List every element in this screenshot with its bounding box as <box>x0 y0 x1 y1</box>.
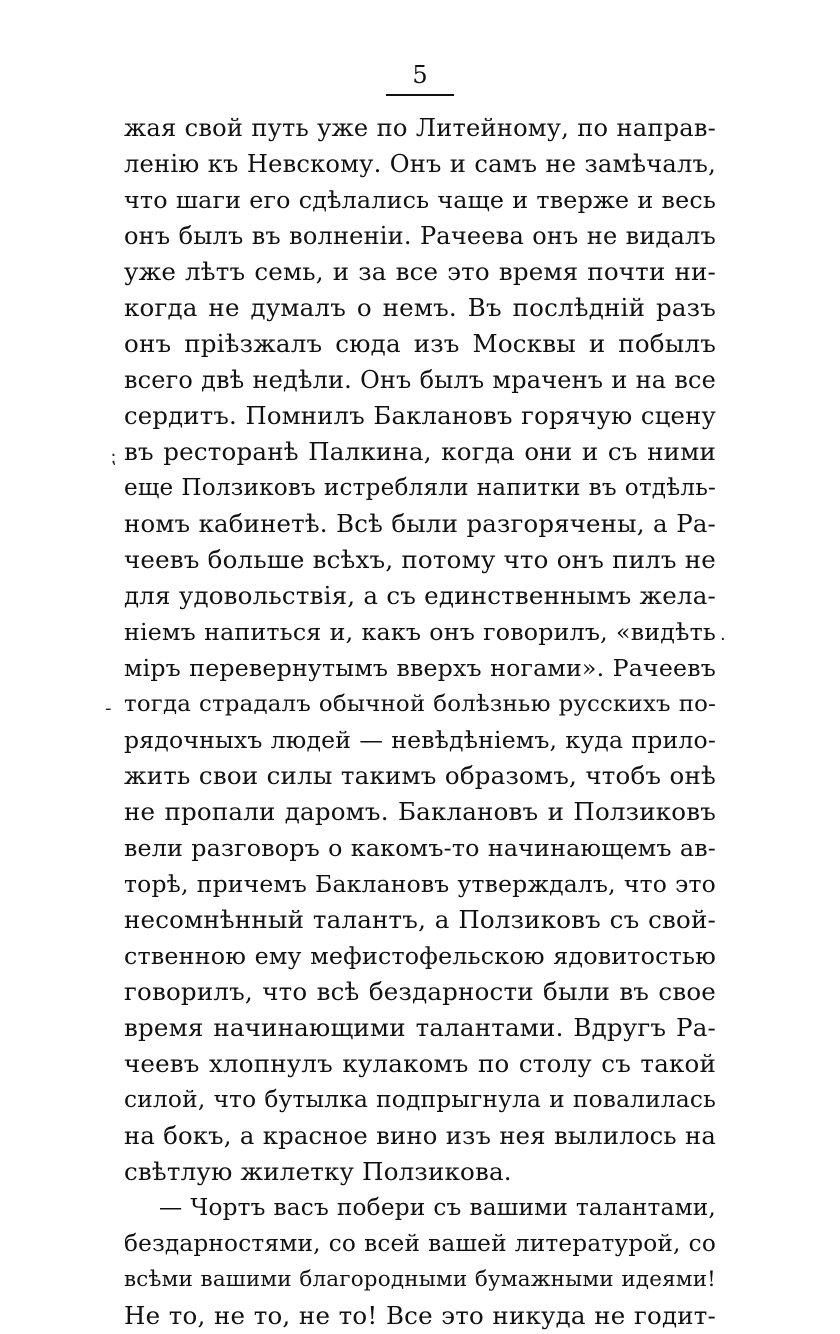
text-line: несомнѣнный талантъ, а Ползиковъ съ свой- <box>124 905 716 934</box>
text-line: силой, что бутылка подпрыгнула и повалилась <box>124 1086 716 1113</box>
body-text <box>124 110 716 1334</box>
text-line: рядочныхъ людей — невѣдѣніемъ, куда прило- <box>124 726 716 754</box>
margin-speck: ⁏ <box>110 447 117 468</box>
text-line: что шаги его сдѣлались чаще и тверже и весь <box>124 186 716 214</box>
text-line: ственною ему мефистофельскою ядовитостью <box>124 942 716 970</box>
text-line: на бокъ, а красное вино изъ нея вылилось на <box>124 1121 716 1150</box>
text-line: жить свои силы такимъ образомъ, чтобъ онѣ <box>124 761 716 790</box>
text-line: чеевъ хлопнулъ кулакомъ по столу съ такой <box>124 1049 716 1078</box>
text-line: говорилъ, что всѣ бездарности были въ свое <box>124 977 716 1006</box>
page-number: 5 <box>412 61 428 89</box>
text-line: не пропали даромъ. Баклановъ и Ползиковъ <box>124 797 716 826</box>
text-line: онъ пріѣзжалъ сюда изъ Москвы и побылъ <box>124 329 716 358</box>
text-line: въ ресторанѣ Палкина, когда они и съ ними <box>124 437 716 466</box>
text-line: ніемъ напиться и, какъ онъ говорилъ, «видѣть <box>124 618 716 646</box>
text-line: сердитъ. Помнилъ Баклановъ горячую сцену <box>124 401 716 430</box>
text-line: время начинающими талантами. Вдругъ Ра- <box>124 1013 716 1042</box>
text-line: бездарностями, со всей вашей литературой, со <box>124 1230 716 1257</box>
text-line: торѣ, причемъ Баклановъ утверждалъ, что это <box>124 870 716 898</box>
text-line: всего двѣ недѣли. Онъ былъ мраченъ и на все <box>124 366 716 394</box>
text-line: Не то, не то, не то! Все это никуда не годит- <box>124 1301 716 1330</box>
text-line: — Чортъ васъ побери съ вашими талантами, <box>159 1194 716 1221</box>
text-line: еще Ползиковъ истребляли напитки въ отдѣль- <box>124 475 716 501</box>
text-line: когда не думалъ о немъ. Въ послѣдній разъ <box>124 293 716 322</box>
text-line: вели разговоръ о какомъ-то начинающемъ ав- <box>124 834 716 862</box>
text-line: ленію къ Невскому. Онъ и самъ не замѣчалъ, <box>124 150 716 178</box>
text-line: онъ былъ въ волненіи. Рачеева онъ не видалъ <box>124 222 716 250</box>
text-line: номъ кабинетѣ. Всѣ были разгорячены, а Ра- <box>124 509 716 538</box>
text-line: міръ перевернутымъ вверхъ ногами». Рачеевъ <box>124 654 716 682</box>
text-line: для удовольствія, а съ единственнымъ жела- <box>124 581 716 610</box>
text-line: чеевъ больше всѣхъ, потому что онъ пилъ не <box>124 545 716 574</box>
text-line: уже лѣтъ семь, и за все это время почти ни- <box>124 257 716 286</box>
margin-speck: · <box>720 629 726 650</box>
margin-speck: ‐ <box>105 698 112 719</box>
text-line: свѣтлую жилетку Ползикова. <box>124 1157 512 1186</box>
text-line: тогда страдалъ обычной болѣзнью русскихъ по- <box>124 691 716 717</box>
page-number-rule <box>386 94 454 96</box>
text-line: всѣми вашими благородными бумажными идеями! <box>124 1267 716 1292</box>
text-line: жая свой путь уже по Литейному, по направ- <box>124 114 716 142</box>
